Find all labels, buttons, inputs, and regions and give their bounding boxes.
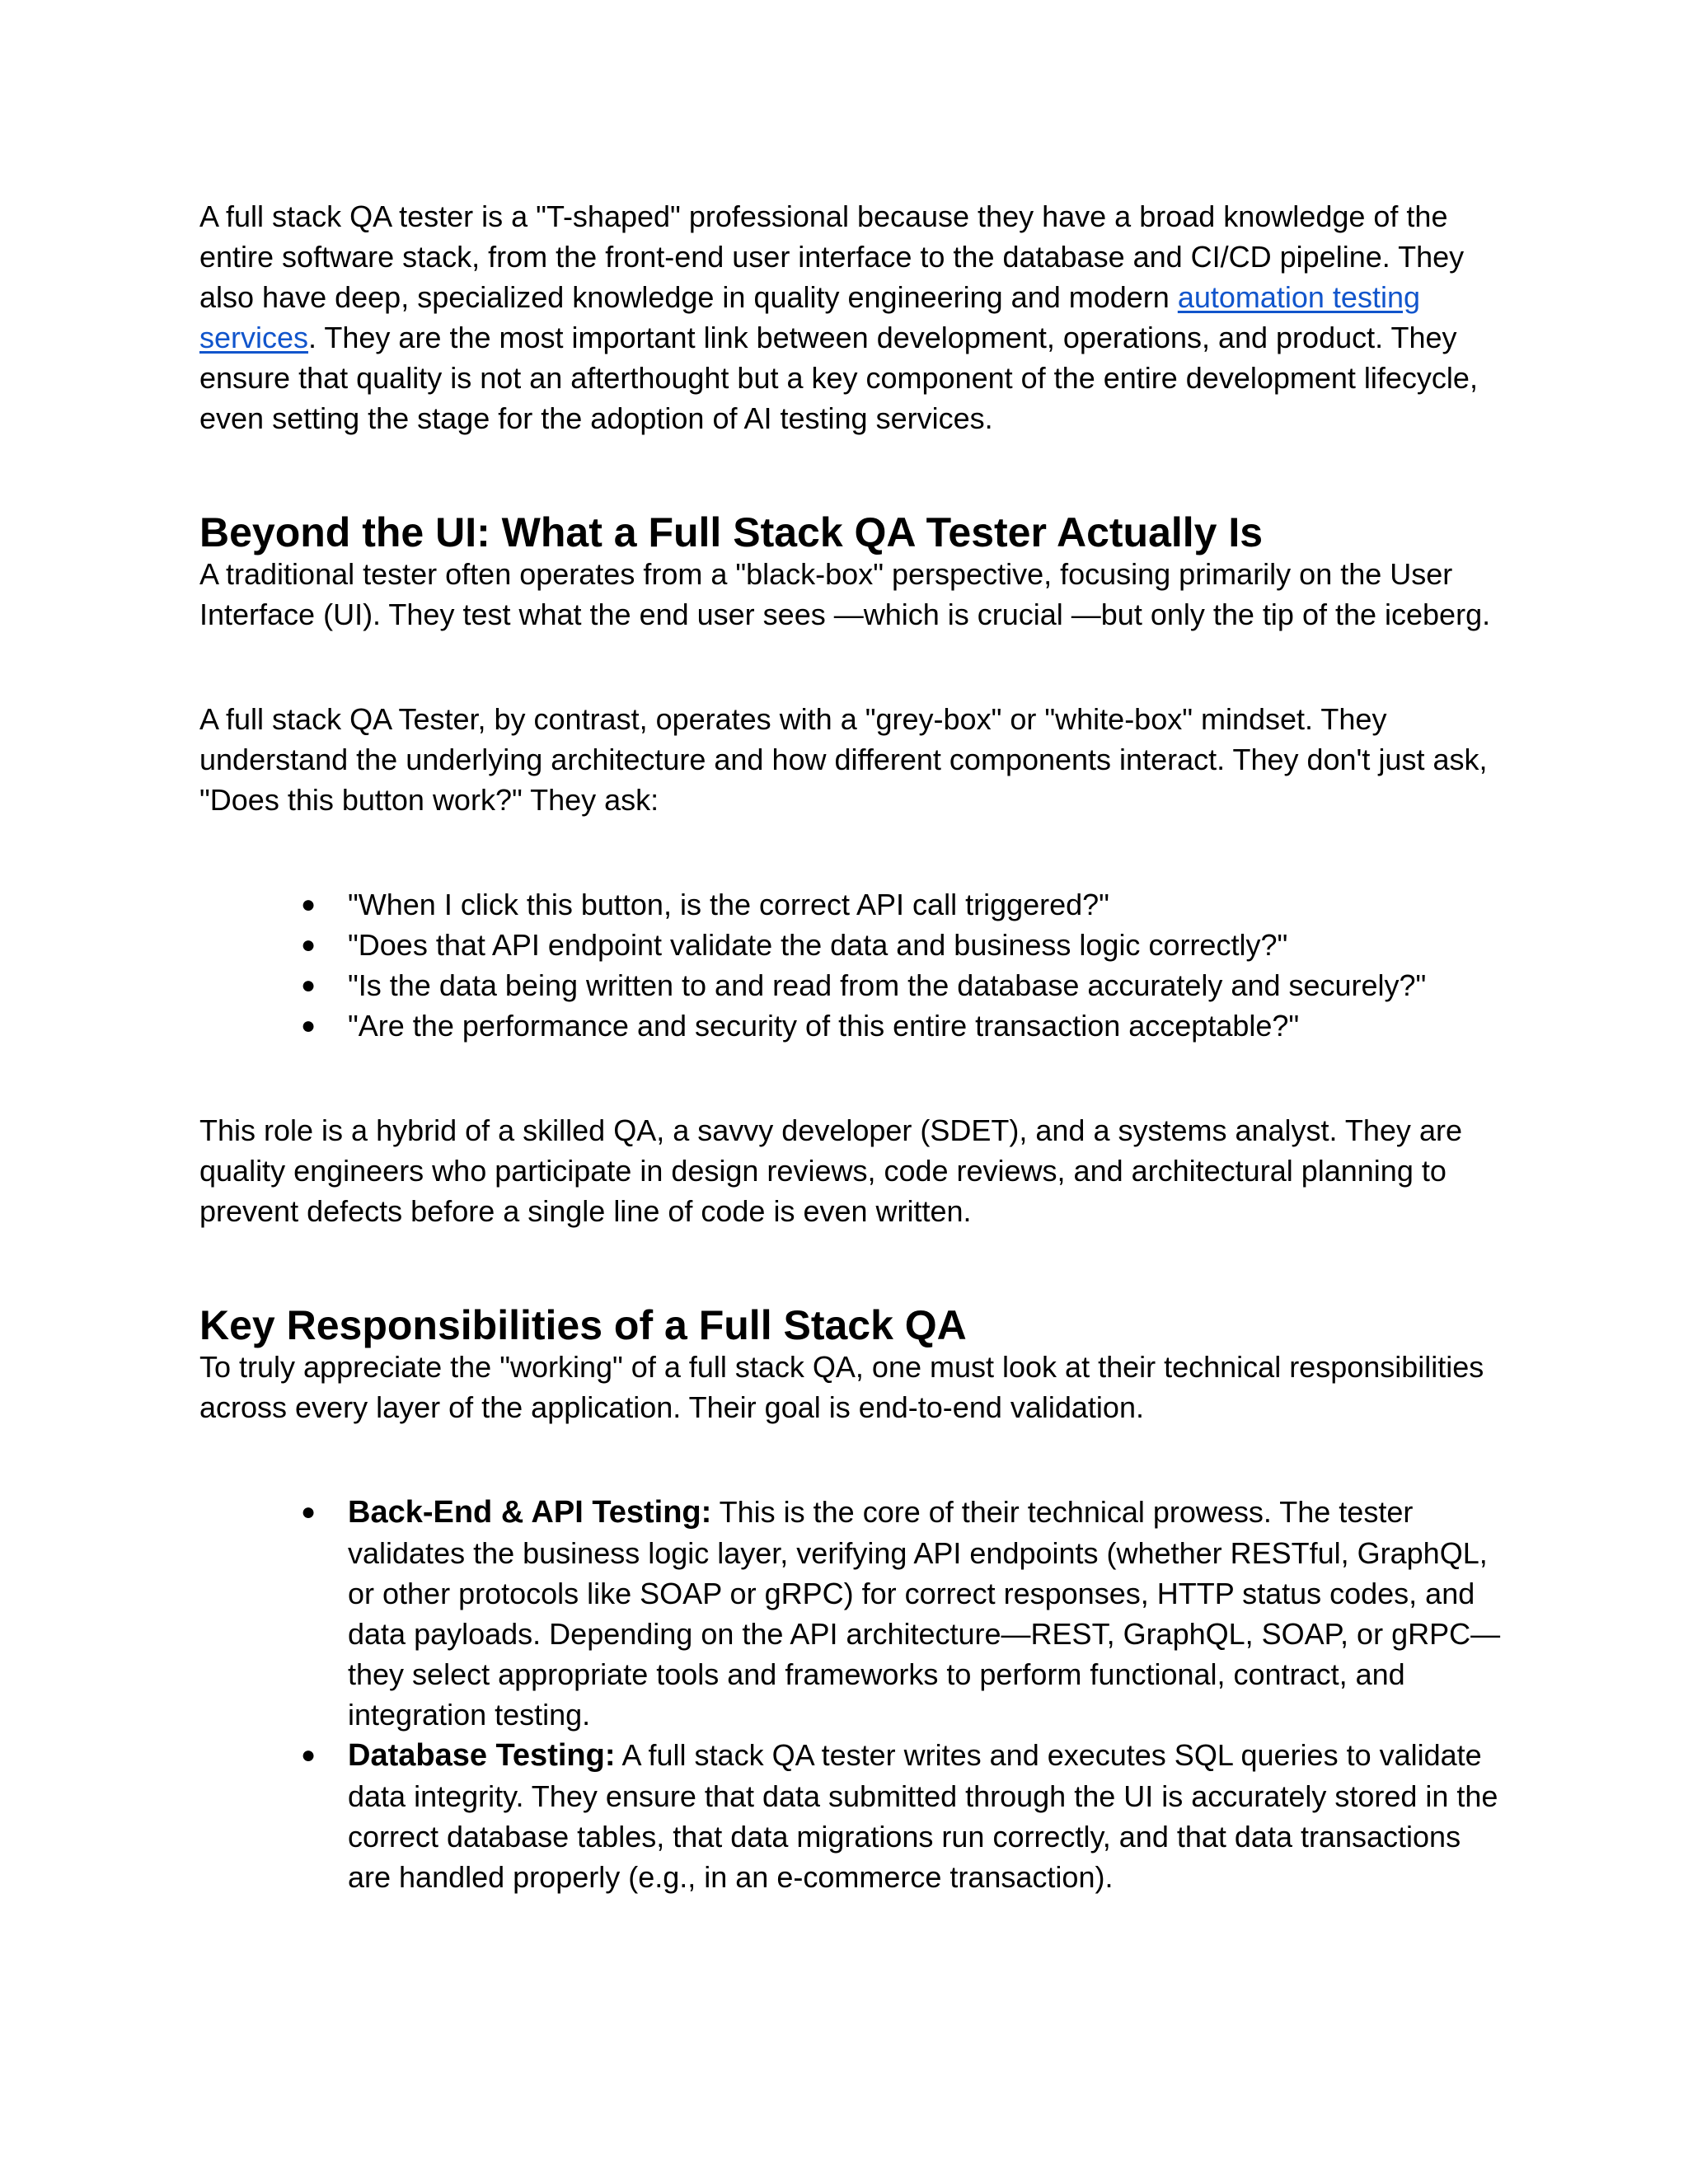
question-text: "Is the data being written to and read from the database accurately and securely?" — [348, 968, 1427, 1002]
list-item — [199, 1735, 1502, 1897]
list-item — [199, 1492, 1502, 1735]
questions-list — [199, 884, 1502, 1046]
bullet-icon: ● — [301, 931, 316, 958]
list-item — [199, 965, 1502, 1005]
responsibility-title: Back-End & API Testing: — [348, 1495, 712, 1530]
section1-paragraph-2: A full stack QA Tester, by contrast, operates with a "grey-box" or "white-box" mindset. They understand the underlying architecture and how different components interact. They don't just ask, "Does this button work?" They ask: — [199, 702, 1488, 817]
intro-text-before-link: A full stack QA tester is a "T-shaped" professional because they have a broad knowledge of the entire software stack, from the front-end user interface to the database and CI/CD pipeline. They also have deep, specialized knowledge in quality engineering and modern — [199, 199, 1465, 314]
question-text: "Are the performance and security of this entire transaction acceptable?" — [348, 1009, 1300, 1043]
document-page — [199, 196, 1502, 1897]
list-item — [199, 925, 1502, 965]
responsibility-text: This is the core of their technical prowess. The tester validates the business logic layer, verifying API endpoints (whether RESTful, GraphQL, or other protocols like SOAP or gRPC) for correct responses, HTTP status codes, and data payloads. Depending on the API architecture—REST, GraphQL, SOAP, or gRPC—they select appropriate tools and frameworks to perform functional, contract, and integration testing. — [348, 1495, 1501, 1732]
responsibilities-list — [199, 1492, 1502, 1897]
section1-paragraph-1: A traditional tester often operates from a "black-box" perspective, focusing primarily on the User Interface (UI). They test what the end user sees —which is crucial —but only the tip of the iceberg. — [199, 557, 1491, 631]
section2-heading: Key Responsibilities of a Full Stack QA — [199, 1302, 967, 1348]
bullet-icon: ● — [301, 1012, 316, 1039]
intro-paragraph — [199, 196, 1502, 438]
responsibility-text: A full stack QA tester writes and executes SQL queries to validate data integrity. They ensure that data submitted through the UI is accurately stored in the correct database tables, that data migrations run correctly, and that data transactions are handled properly (e.g., in an e-commerce transaction). — [348, 1738, 1498, 1894]
list-item — [199, 1005, 1502, 1046]
section1-paragraph-3: This role is a hybrid of a skilled QA, a savvy developer (SDET), and a systems analyst. They are quality engineers who participate in design reviews, code reviews, and architectural planning to prevent defects before a single line of code is even written. — [199, 1113, 1462, 1228]
question-text: "Does that API endpoint validate the data and business logic correctly?" — [348, 928, 1288, 962]
bullet-icon: ● — [301, 1741, 316, 1769]
intro-text-after-link: . They are the most important link between development, operations, and product. They ensure that quality is not an afterthought but a key component of the entire development lifecycle, even setting the stage for the adoption of AI testing services. — [199, 321, 1478, 435]
section1-heading: Beyond the UI: What a Full Stack QA Tester Actually Is — [199, 509, 1264, 555]
automation-testing-services-link[interactable]: automation testing services — [199, 280, 1420, 354]
bullet-icon: ● — [301, 1498, 316, 1526]
responsibility-title: Database Testing: — [348, 1738, 616, 1773]
section2-paragraph-1: To truly appreciate the "working" of a full stack QA, one must look at their technical responsibilities across every layer of the application. Their goal is end-to-end validation. — [199, 1350, 1484, 1424]
bullet-icon: ● — [301, 972, 316, 999]
list-item — [199, 884, 1502, 925]
question-text: "When I click this button, is the correct API call triggered?" — [348, 888, 1109, 921]
bullet-icon: ● — [301, 891, 316, 918]
